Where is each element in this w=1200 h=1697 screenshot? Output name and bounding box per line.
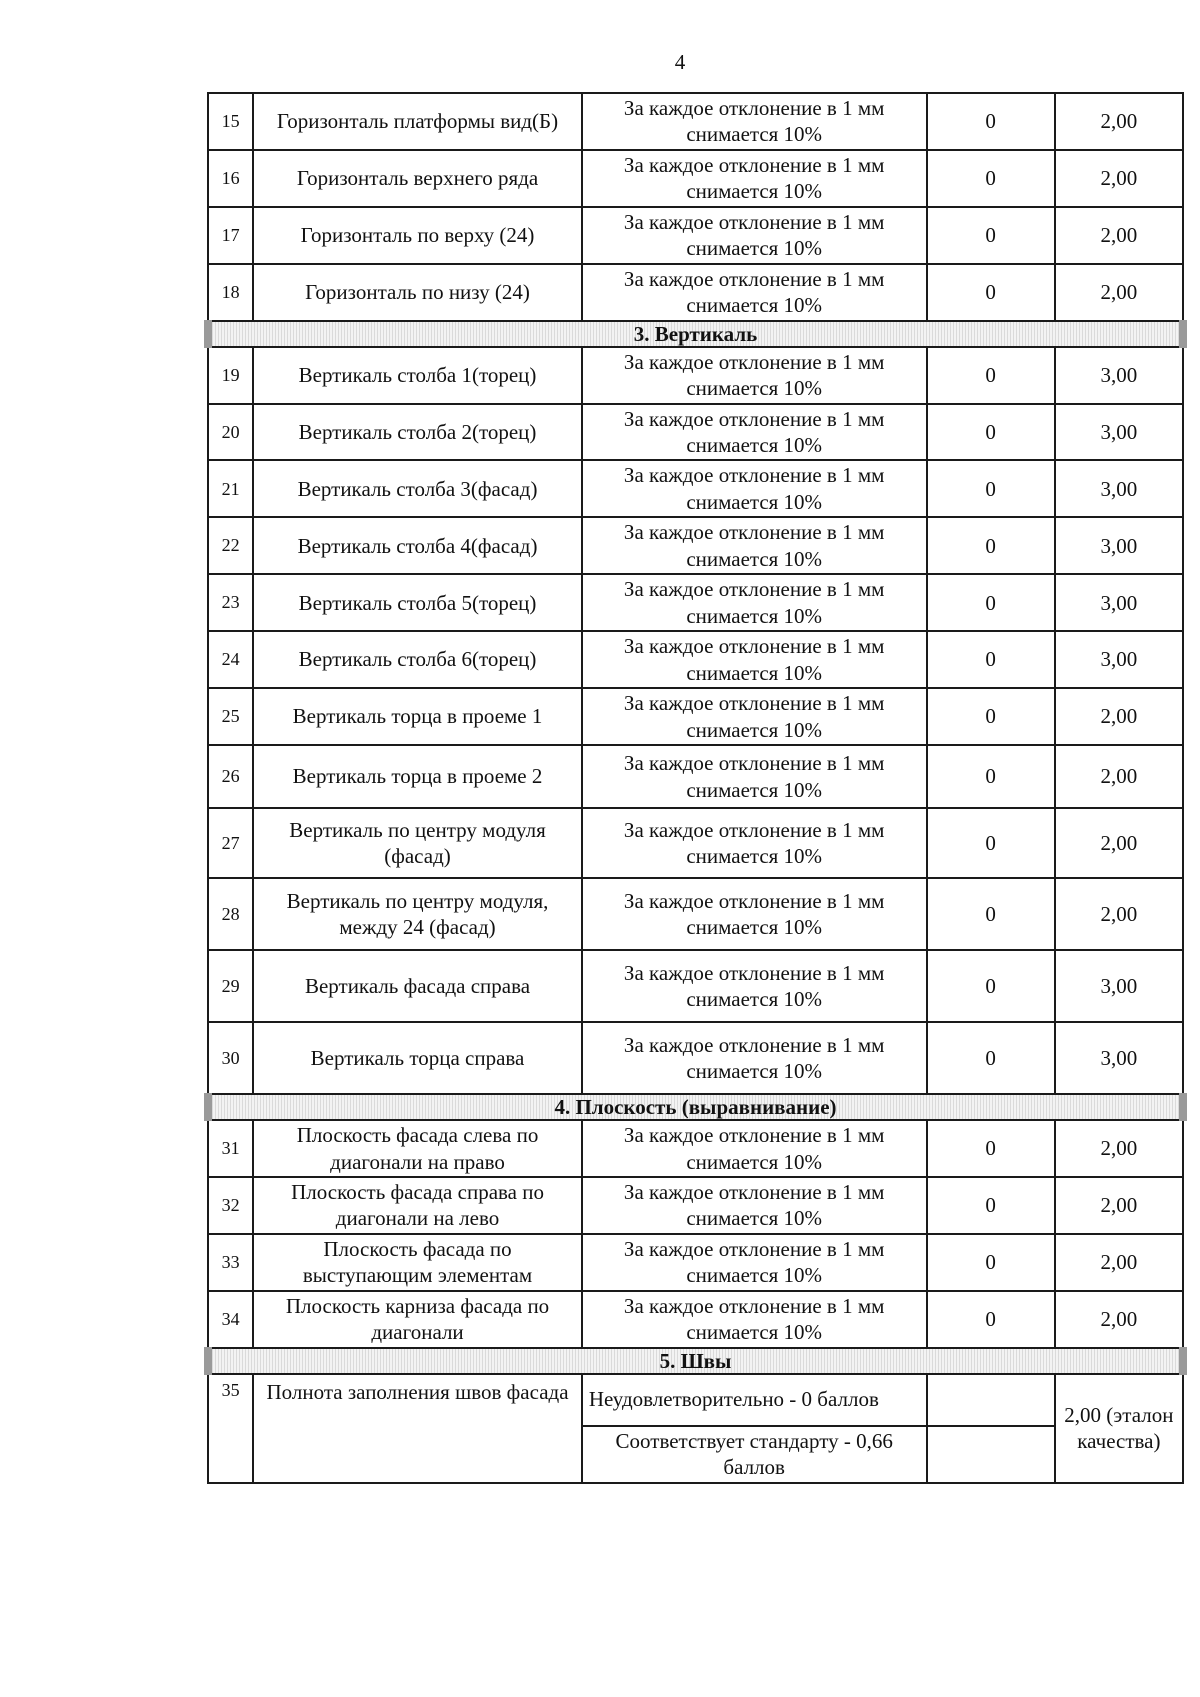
deviation-value: 0 (927, 150, 1055, 207)
criterion-name: Вертикаль столба 6(торец) (253, 631, 582, 688)
table-row (208, 878, 1183, 950)
deduction-rule: За каждое отклонение в 1 мм снимается 10% (582, 1234, 927, 1291)
deviation-value: 0 (927, 1022, 1055, 1094)
section-title: 3. Вертикаль (208, 321, 1183, 347)
criteria-table-body (208, 93, 1183, 1374)
max-score: 3,00 (1055, 347, 1183, 404)
row-number: 20 (208, 404, 253, 461)
deviation-value: 0 (927, 1177, 1055, 1234)
value-cell (927, 1426, 1055, 1483)
row-number: 29 (208, 950, 253, 1022)
deviation-value: 0 (927, 207, 1055, 264)
table-row (208, 574, 1183, 631)
max-score: 2,00 (1055, 1291, 1183, 1348)
criterion-name: Плоскость фасада по выступающим элементам (253, 1234, 582, 1291)
deduction-rule: За каждое отклонение в 1 мм снимается 10% (582, 574, 927, 631)
criterion-name: Вертикаль торца справа (253, 1022, 582, 1094)
criterion-name: Вертикаль по центру модуля (фасад) (253, 808, 582, 878)
max-score: 3,00 (1055, 460, 1183, 517)
value-cell (927, 1374, 1055, 1426)
row-number: 35 (208, 1374, 253, 1483)
deviation-value: 0 (927, 404, 1055, 461)
table-row (208, 688, 1183, 745)
deviation-value: 0 (927, 950, 1055, 1022)
table-row (208, 1022, 1183, 1094)
row-number: 33 (208, 1234, 253, 1291)
row-number: 21 (208, 460, 253, 517)
table-row (208, 207, 1183, 264)
deduction-rule: За каждое отклонение в 1 мм снимается 10% (582, 347, 927, 404)
row-number: 19 (208, 347, 253, 404)
deduction-rule: За каждое отклонение в 1 мм снимается 10% (582, 404, 927, 461)
deduction-rule: За каждое отклонение в 1 мм снимается 10% (582, 460, 927, 517)
table-row (208, 150, 1183, 207)
deviation-value: 0 (927, 347, 1055, 404)
criterion-name: Горизонталь платформы вид(Б) (253, 93, 582, 150)
deviation-value: 0 (927, 1120, 1055, 1177)
criterion-name: Вертикаль столба 5(торец) (253, 574, 582, 631)
deduction-rule: За каждое отклонение в 1 мм снимается 10% (582, 688, 927, 745)
row-number: 26 (208, 745, 253, 808)
max-score: 3,00 (1055, 517, 1183, 574)
table-row (208, 404, 1183, 461)
criterion-name: Вертикаль столба 3(фасад) (253, 460, 582, 517)
max-score: 2,00 (1055, 207, 1183, 264)
section-header-row (208, 1348, 1183, 1374)
deduction-rule: За каждое отклонение в 1 мм снимается 10% (582, 207, 927, 264)
criterion-name: Плоскость карниза фасада по диагонали (253, 1291, 582, 1348)
row-number: 23 (208, 574, 253, 631)
deviation-value: 0 (927, 631, 1055, 688)
table-row (208, 745, 1183, 808)
max-score: 2,00 (1055, 1234, 1183, 1291)
row-number: 34 (208, 1291, 253, 1348)
table-row (208, 1291, 1183, 1348)
max-score: 2,00 (1055, 1177, 1183, 1234)
criterion-name: Вертикаль торца в проеме 1 (253, 688, 582, 745)
deviation-value: 0 (927, 264, 1055, 321)
deduction-rule: За каждое отклонение в 1 мм снимается 10% (582, 745, 927, 808)
row-number: 24 (208, 631, 253, 688)
rating-option: Соответствует стандарту - 0,66 баллов (582, 1426, 927, 1483)
deduction-rule: За каждое отклонение в 1 мм снимается 10% (582, 93, 927, 150)
max-score: 2,00 (1055, 264, 1183, 321)
criteria-table (204, 92, 1187, 1484)
criterion-name: Вертикаль фасада справа (253, 950, 582, 1022)
row-number: 17 (208, 207, 253, 264)
table-row (208, 517, 1183, 574)
deviation-value: 0 (927, 517, 1055, 574)
max-score: 2,00 (1055, 745, 1183, 808)
criterion-name: Плоскость фасада справа по диагонали на лево (253, 1177, 582, 1234)
deviation-value: 0 (927, 878, 1055, 950)
page-number: 4 (674, 50, 686, 74)
max-score: 2,00 (эталон качества) (1055, 1374, 1183, 1483)
row-number: 15 (208, 93, 253, 150)
deduction-rule: За каждое отклонение в 1 мм снимается 10% (582, 631, 927, 688)
max-score: 2,00 (1055, 93, 1183, 150)
table-row (208, 264, 1183, 321)
table-row (208, 460, 1183, 517)
deduction-rule: За каждое отклонение в 1 мм снимается 10% (582, 878, 927, 950)
deduction-rule: За каждое отклонение в 1 мм снимается 10% (582, 950, 927, 1022)
deduction-rule: За каждое отклонение в 1 мм снимается 10% (582, 150, 927, 207)
criterion-name: Вертикаль столба 1(торец) (253, 347, 582, 404)
deviation-value: 0 (927, 1291, 1055, 1348)
table-row (208, 808, 1183, 878)
criterion-name: Плоскость фасада слева по диагонали на право (253, 1120, 582, 1177)
deduction-rule: За каждое отклонение в 1 мм снимается 10% (582, 1291, 927, 1348)
table-row (208, 93, 1183, 150)
deviation-value: 0 (927, 808, 1055, 878)
deviation-value: 0 (927, 745, 1055, 808)
deduction-rule: За каждое отклонение в 1 мм снимается 10% (582, 264, 927, 321)
deviation-value: 0 (927, 460, 1055, 517)
criterion-name: Горизонталь верхнего ряда (253, 150, 582, 207)
deduction-rule: За каждое отклонение в 1 мм снимается 10% (582, 808, 927, 878)
table-row (208, 1177, 1183, 1234)
section-header-row (208, 1094, 1183, 1120)
max-score: 2,00 (1055, 878, 1183, 950)
criterion-name: Полнота заполнения швов фасада (253, 1374, 582, 1483)
deviation-value: 0 (927, 1234, 1055, 1291)
row-number: 25 (208, 688, 253, 745)
row-number: 18 (208, 264, 253, 321)
max-score: 3,00 (1055, 1022, 1183, 1094)
table-row (208, 1120, 1183, 1177)
max-score: 3,00 (1055, 950, 1183, 1022)
max-score: 2,00 (1055, 688, 1183, 745)
deduction-rule: За каждое отклонение в 1 мм снимается 10% (582, 1120, 927, 1177)
deviation-value: 0 (927, 93, 1055, 150)
row-number: 30 (208, 1022, 253, 1094)
rating-option: Неудовлетворительно - 0 баллов (582, 1374, 927, 1426)
max-score: 3,00 (1055, 574, 1183, 631)
max-score: 2,00 (1055, 150, 1183, 207)
criterion-name: Вертикаль столба 4(фасад) (253, 517, 582, 574)
table-row (208, 631, 1183, 688)
criterion-name: Вертикаль торца в проеме 2 (253, 745, 582, 808)
criterion-name: Горизонталь по верху (24) (253, 207, 582, 264)
max-score: 2,00 (1055, 1120, 1183, 1177)
row-number: 31 (208, 1120, 253, 1177)
section-title: 4. Плоскость (выравнивание) (208, 1094, 1183, 1120)
criterion-name: Вертикаль столба 2(торец) (253, 404, 582, 461)
table-row (208, 1374, 1183, 1426)
row-number: 27 (208, 808, 253, 878)
table-row (208, 1234, 1183, 1291)
table-row (208, 347, 1183, 404)
deduction-rule: За каждое отклонение в 1 мм снимается 10% (582, 1177, 927, 1234)
deduction-rule: За каждое отклонение в 1 мм снимается 10% (582, 517, 927, 574)
final-criterion-group (208, 1374, 1183, 1483)
criterion-name: Горизонталь по низу (24) (253, 264, 582, 321)
deduction-rule: За каждое отклонение в 1 мм снимается 10% (582, 1022, 927, 1094)
row-number: 32 (208, 1177, 253, 1234)
row-number: 28 (208, 878, 253, 950)
max-score: 3,00 (1055, 631, 1183, 688)
section-header-row (208, 321, 1183, 347)
max-score: 2,00 (1055, 808, 1183, 878)
deviation-value: 0 (927, 688, 1055, 745)
table-row (208, 950, 1183, 1022)
max-score: 3,00 (1055, 404, 1183, 461)
criterion-name: Вертикаль по центру модуля, между 24 (фасад) (253, 878, 582, 950)
deviation-value: 0 (927, 574, 1055, 631)
row-number: 22 (208, 517, 253, 574)
section-title: 5. Швы (208, 1348, 1183, 1374)
row-number: 16 (208, 150, 253, 207)
